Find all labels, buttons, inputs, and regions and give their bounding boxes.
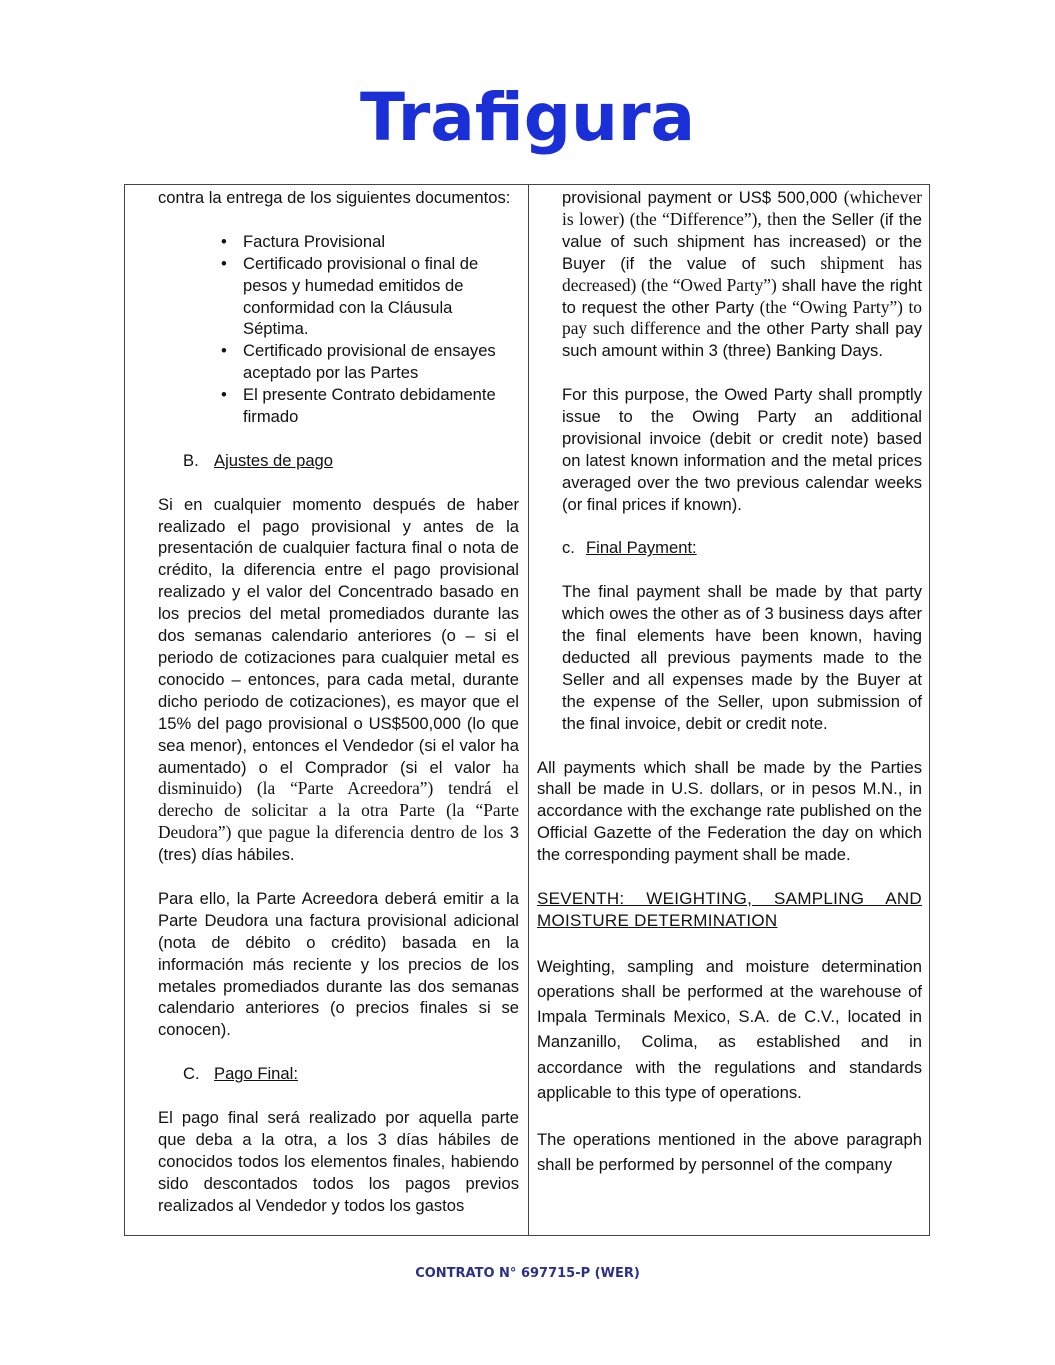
text-segment-serif: (whichever is lower) (the “Difference”), then: [562, 187, 922, 229]
spanish-column: [158, 187, 519, 1217]
all-payments-paragraph: All payments which shall be made by the Parties shall be made in U.S. dollars, or in pesos M.N., in accordance with the exchange rate published on the Official Gazette of the Federation the day on which the corresponding payment shall be made.: [537, 757, 922, 865]
operations-paragraph: The operations mentioned in the above paragraph shall be performed by personnel of the company: [537, 1129, 922, 1175]
owed-party-paragraph: For this purpose, the Owed Party shall promptly issue to the Owing Party an additional provisional invoice (debit or credit note) based on latest known information and the metal prices averaged over the two previous calendar weeks (or final prices if known).: [562, 385, 922, 514]
section-b-title: Ajustes de pago: [214, 450, 334, 470]
text-segment-serif: shipment has decreased) (the “Owed Party”): [562, 252, 922, 295]
seventh-clause-title: SEVENTH: WEIGHTING, SAMPLING AND MOISTURE DETERMINATION: [537, 888, 922, 930]
section-b-marker: B.: [183, 450, 199, 470]
section-b-heading: [158, 450, 519, 472]
list-item: • El presente Contrato debidamente firmado: [243, 384, 519, 428]
english-column: [537, 187, 922, 1177]
list-item: • Factura Provisional: [243, 231, 519, 253]
creditor-invoice-paragraph: Para ello, la Parte Acreedora deberá emitir a la Parte Deudora una factura provisional adicional (nota de débito o crédito) basada en la información más reciente y los precios de los metales promediados durante las dos semanas calendario anteriores (o precios finales si se conocen).: [158, 888, 519, 1040]
final-payment-title: Final Payment:: [586, 538, 697, 558]
final-payment-heading: [562, 537, 922, 559]
text-segment: provisional payment or US$ 500,000: [562, 188, 838, 207]
section-c-title: Pago Final:: [214, 1064, 298, 1084]
list-item: • Certificado provisional de ensayes aceptado por las Partes: [243, 340, 519, 384]
final-payment-paragraph: El pago final será realizado por aquella parte que deba a la otra, a los 3 días hábiles de conocidos todos los elementos finales, habiendo sido descontados todos los pagos previos realizados al Vendedor y todos los gastos: [158, 1107, 519, 1215]
payment-adjustment-paragraph: [158, 494, 519, 866]
weighting-paragraph: Weighting, sampling and moisture determination operations shall be performed at the warehouse of Impala Terminals Mexico, S.A. de C.V., located in Manzanillo, Colima, as established and in accordance with the regulations and standards applicable to this type of operations.: [537, 956, 922, 1102]
column-divider: [528, 185, 529, 1235]
final-payment-paragraph-en: The final payment shall be made by that party which owes the other as of 3 business days after the final elements have been known, having deducted all previous payments made to the Seller and all expenses made by the Buyer at the expense of the Seller, upon submission of the final invoice, debit or credit note.: [562, 582, 922, 733]
text-segment: the Seller (if the value of such shipment has increased) or the Buyer (if the value of such: [562, 209, 922, 273]
trafigura-logo: Trafigura: [359, 79, 696, 156]
difference-paragraph: [562, 187, 922, 362]
contract-number-footer: CONTRATO N° 697715-P (WER): [415, 1266, 640, 1281]
contract-table: [124, 184, 930, 1236]
final-payment-marker: c.: [562, 538, 575, 558]
documents-list: [158, 231, 519, 428]
intro-text: contra la entrega de los siguientes documentos:: [158, 188, 511, 207]
list-item: • Certificado provisional o final de pesos y humedad emitidos de conformidad con la Cláusula Séptima.: [243, 253, 519, 341]
difference-block: [537, 187, 922, 735]
section-c-marker: C.: [183, 1064, 200, 1084]
text-segment-serif: (the “Owing Party”) to pay such difference and: [562, 296, 922, 339]
text-segment: Si en cualquier momento después de haber realizado el pago provisional y antes de la presentación de cualquier factura final o nota de crédito, la diferencia entre el pago provisional realizado y el valor del Concentrado basado en los precios del metal promediados durante las dos semanas calendario anteriores (o – si el periodo de cotizaciones para cualquier metal es conocido – entonces, para cada metal, durante dicho periodo de cotizaciones), es mayor que el 15% del pago provisional o US$500,000 (lo que sea menor), entonces el Vendedor (si el valor ha aumentado) o el Comprador (si el valor: [158, 494, 519, 777]
text-segment: the other Party shall pay such amount within 3 (three) Banking Days.: [562, 319, 922, 361]
text-segment-serif: ha disminuido) (la “Parte Acreedora”) tendrá el derecho de solicitar a la otra Parte (la “Parte Deudora”) que pague la diferencia dentro de los: [158, 756, 519, 843]
text-segment: shall have the right to request the other Party: [562, 275, 922, 317]
text-segment: 3 (tres) días hábiles.: [158, 823, 519, 865]
section-c-heading: [158, 1063, 519, 1085]
